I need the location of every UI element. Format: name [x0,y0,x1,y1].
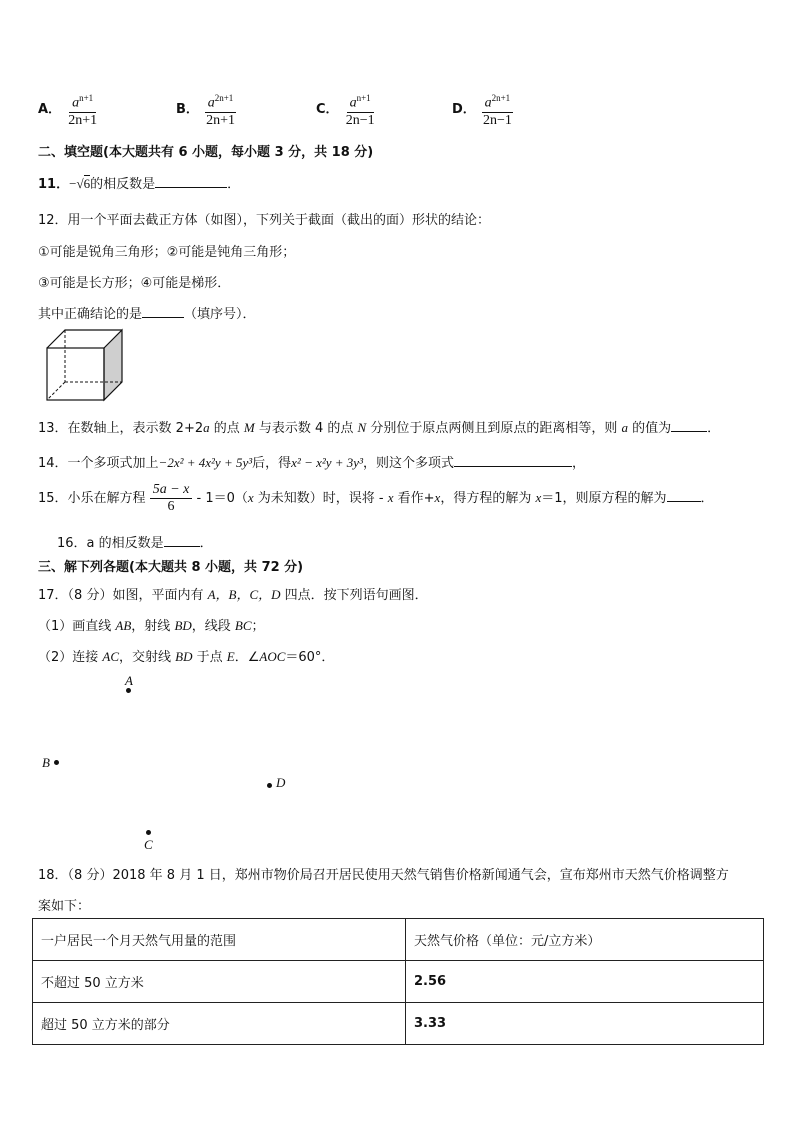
section-3-heading: 三、解下列各题(本大题共 8 小题，共 72 分) [38,560,304,575]
question-18-line1: 18．（8 分）2018 年 8 月 1 日，郑州市物价局召开居民使用天然气销售价格新闻通气会，宣布郑州市天然气价格调整方 [38,868,729,883]
table-cell: 3.33 [406,1003,764,1045]
question-11: 11．−√6的相反数是 ． [38,176,241,192]
equation-fraction: $\frac{5a - x}{6}$ [150,482,193,515]
polynomial-1: −2x² + 4x²y + 5y³ [158,455,253,470]
point-c [146,830,151,835]
point-d [267,783,272,788]
option-b [176,90,238,129]
table-cell: 2.56 [406,961,764,1003]
point-a [126,688,131,693]
option-letter: D． [452,101,476,117]
option-letter: C． [316,101,339,117]
question-14: 14．一个多项式加上−2x² + 4x²y + 5y³后，得x² − x²y + 3y³，则这个多项式 ， [38,455,586,471]
option-fraction: $\frac{a^{n+1}}{2n-1}$ [343,90,378,129]
option-c [316,90,378,129]
question-12-line4: 其中正确结论的是 （填序号）． [38,307,256,322]
table-row [33,961,764,1003]
question-15: 15．小乐在解方程 $\frac{5a - x}{6}$ - 1＝0（x 为未知数）时，误将 - x 看作+x，得方程的解为 x＝1，则原方程的解为 ． [38,482,714,514]
option-fraction: $\frac{a^{n+1}}{2n+1}$ [65,90,100,129]
question-12-line3: ③可能是长方形；④可能是梯形． [38,276,231,291]
table-header-row [33,919,764,961]
table-header-cell: 一户居民一个月天然气用量的范围 [33,919,406,961]
option-fraction: $\frac{a^{2n+1}}{2n+1}$ [203,90,238,129]
point-label-c: C [144,837,153,852]
sqrt-symbol: √ [76,176,84,191]
option-letter: B． [176,101,199,117]
point-label-b: B [42,755,50,770]
table-cell: 不超过 50 立方米 [33,961,406,1003]
question-17-line2: （1）画直线 AB，射线 BD，线段 BC； [38,618,265,634]
question-18-line2: 案如下： [38,899,91,914]
polynomial-2: x² − x²y + 3y³ [291,455,363,470]
option-fraction: $\frac{a^{2n+1}}{2n-1}$ [480,90,515,129]
table-cell: 超过 50 立方米的部分 [33,1003,406,1045]
option-a [38,90,100,129]
option-d [452,90,515,129]
question-17-line3: （2）连接 AC，交射线 BD 于点 E．∠AOC＝60°． [38,649,335,665]
point-label-d: D [276,775,286,790]
point-b [54,760,59,765]
table-header-cell: 天然气价格（单位：元/立方米） [406,919,764,961]
point-label-a: A [125,673,133,688]
question-12-line1: 12．用一个平面去截正方体（如图），下列关于截面（截出的面）形状的结论： [38,213,491,228]
table-row [33,1003,764,1045]
question-13: 13．在数轴上，表示数 2+2a 的点 M 与表示数 4 的点 N 分别位于原点两侧且到原点的距离相等，则 a 的值为 ． [38,420,721,436]
gas-price-table [32,918,764,1045]
question-16: 16．a 的相反数是 ． [57,536,213,551]
question-17-line1: 17．（8 分）如图，平面内有 A，B，C，D 四点．按下列语句画图． [38,587,428,603]
cube-figure [44,326,128,402]
section-2-heading: 二、填空题(本大题共有 6 小题，每小题 3 分，共 18 分) [38,145,374,160]
option-letter: A． [38,101,62,117]
question-12-line2: ①可能是锐角三角形；②可能是钝角三角形； [38,245,296,260]
